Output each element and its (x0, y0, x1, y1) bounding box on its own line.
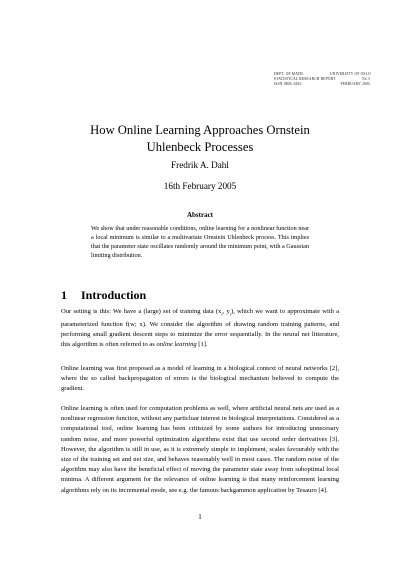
paragraph-1: Our setting is this: We have a (large) set of training data ($x_i$, $y_i$), which we want to approximate with a parameterized function f(w; x). We consider the algorithm of drawing random training patterns, and performing small gradient descent steps to minimize the error sequentially. In the neural net litterature, this algorithm is often referred to as online learning [1]. (61, 308, 340, 348)
paragraph-3: Online learning is often used for computation problems as well, where artificial neural nets are used as a nonlinear regression function, without any particluar interest in biological interpretations. Considered as a computational tool, online learning has been critisized by some authors for introducing unnecesary random noise, and more powerful optimization algorithms exist that use second order derivatives [3]. However, the algorithm is still in use, as it is extremely simple to implement, scales favourably with the size of the training set and net size, and behaves reasonably well in most cases. The random noise of the algorithm may also have the beneficial effect of moving the parameter state away from suboptimal local minima. A different argument for the relevance of online learning is that many reinforcement learning algorithms rely on its incremental mode, see e.g. the famous backgammon application by Tesauro [4]. (61, 405, 339, 494)
header-report-date: FEBRUARY 2005 (340, 82, 370, 86)
paragraph-2: Online learning was first proposed as a model of learning in a biological context of neural networks [2], where the so called backpropagation of errors is the biological mechanism believed to compute the gradient. (61, 365, 339, 393)
section-number: 1 (61, 288, 67, 302)
abstract-text: We show that under reasonable conditions, online learning for a nonlinear function near a local minimum is similar to a multivariate Ornstein Uhlenbeck process. This implies that the parameter state oscillates randomly around the minimum point, with a Gaussian limiting distribution. (91, 225, 309, 259)
paragraph-1-part-c: [1]. (196, 340, 208, 348)
title-line-1: How Online Learning Approaches Ornstein (90, 123, 310, 137)
paragraph-1-emphasis: online learning (156, 340, 197, 348)
header-university: UNIVERSITY OF OSLO (330, 72, 371, 76)
report-header-right (330, 72, 370, 87)
title-line-2: Uhlenbeck Processes (146, 140, 254, 154)
page-number: 1 (198, 513, 202, 521)
abstract-heading: Abstract (186, 211, 214, 219)
paragraph-1-part-b: ), which we want to approximate with a parameterized function f(w; x). We consider the algorithm of drawing random training patterns, and performing small gradient descent steps to minimize the error sequentially. In the neural net litterature, this algorithm is often referred to as (61, 308, 340, 348)
paragraph-1-part-a: Our setting is this: We have a (large) set of training data (x (61, 308, 222, 315)
section-title: Introduction (81, 288, 147, 302)
report-header-left (274, 72, 335, 87)
header-dept: DEPT. OF MATH. (274, 72, 304, 76)
author: Fredrik A. Dahl (171, 160, 229, 170)
section-heading (61, 288, 146, 303)
date: 16th February 2005 (163, 181, 237, 191)
paper-title (60, 122, 340, 156)
header-issn: ISSN 0806–3842 (274, 82, 302, 86)
header-report-series: STATISTICAL RESEARCH REPORT (274, 77, 336, 81)
header-report-number: No 3 (362, 77, 370, 81)
